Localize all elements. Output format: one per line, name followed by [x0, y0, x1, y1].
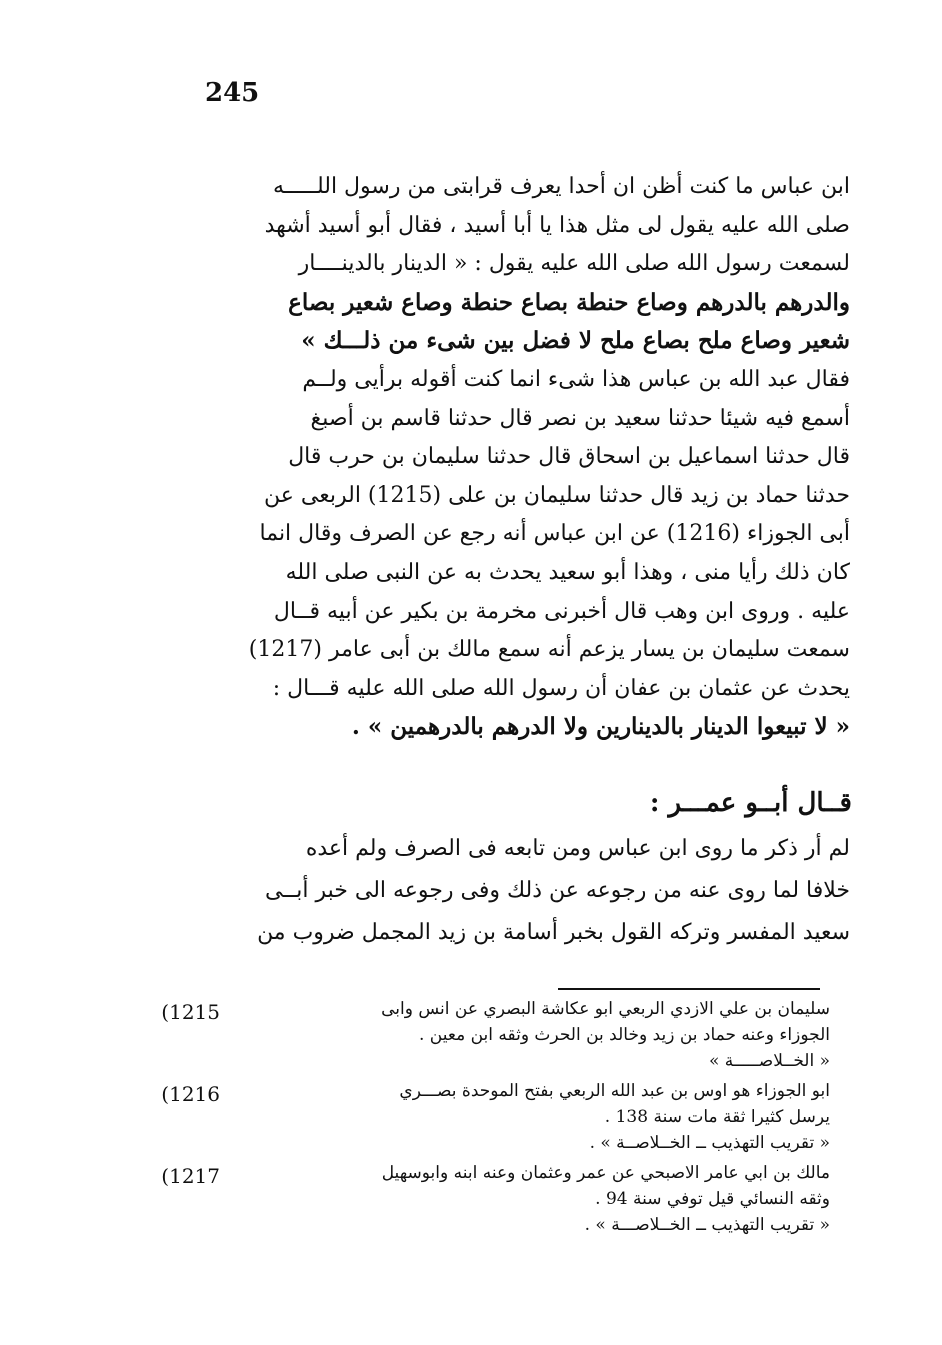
- footnote-line: « الخــلاصـــــة »: [708, 1051, 830, 1071]
- text-line: ابن عباس ما كنت أظن ان أحدا يعرف قرابتى من رسول اللـــــه: [272, 174, 850, 199]
- text-line: يحدث عن عثمان بن عفان أن رسول الله صلى الله عليه قـــال :: [272, 675, 850, 701]
- footnote-line: وثقه النسائي قيل توفي سنة 94 .: [595, 1189, 830, 1209]
- footnote-body: [220, 996, 830, 1074]
- text-line: صلى الله عليه يقول لى مثل هذا يا أبا أسيد ، فقال أبو أسيد أشهد: [264, 212, 850, 238]
- text-line: لم أر ذكر ما روى ابن عباس ومن تابعه فى الصرف ولم أعده: [305, 836, 850, 861]
- section-heading: قــال أبــو عمـــر :: [649, 788, 852, 818]
- footnote-number: 1215): [161, 1000, 220, 1024]
- footnote: [150, 1160, 830, 1238]
- text-line: شعير وصاع ملح بصاع ملح لا فضل بين شىء من ذلـــك »: [301, 327, 850, 355]
- footnote-line: سليمان بن علي الازدي الربعي ابو عكاشة البصري عن انس وابى: [381, 999, 830, 1019]
- text-line: فقال عبد الله بن عباس هذا شىء انما كنت أقوله برأيى ولــم: [302, 366, 850, 392]
- footnote-line: الجوزاء وعنه حماد بن زيد وخالد بن الحرث وثقه ابن معين .: [418, 1025, 830, 1045]
- text-line: سعيد المفسر وتركه القول بخبر أسامة بن زيد المجمل ضروب من: [257, 920, 850, 945]
- text-line: عليه . وروى ابن وهب قال أخبرنى مخرمة بن بكير عن أبيه قــال: [273, 598, 850, 624]
- footnote-body: [220, 1160, 830, 1238]
- text-line: سمعت سليمان بن يسار يزعم أنه سمع مالك بن أبى عامر (1217): [248, 637, 850, 663]
- footnote-number: 1216): [161, 1082, 220, 1106]
- text-line: والدرهم بالدرهم وصاع حنطة بصاع حنطة وصاع شعير بصاع: [288, 288, 850, 316]
- text-line: قال حدثنا اسماعيل بن اسحاق قال حدثنا سليمان بن حرب قال: [288, 444, 850, 470]
- footnotes: [150, 996, 830, 1242]
- page-number: 245: [205, 78, 260, 108]
- text-line: كان ذلك رأيا منى ، وهذا أبو سعيد يحدث به عن النبى صلى الله: [285, 559, 850, 585]
- main-text: [160, 168, 850, 747]
- footnote-body: [220, 1078, 830, 1156]
- text-line: « لا تبيعوا الدينار بالدينارين ولا الدرهم بالدرهمين » .: [351, 713, 850, 741]
- footnote-divider: [558, 988, 820, 990]
- text-line: حدثنا حماد بن زيد قال حدثنا سليمان بن على (1215) الربعى عن: [264, 482, 850, 508]
- footnote-line: مالك بن ابي عامر الاصبحي عن عمر وعثمان وعنه ابنه وابوسهيل: [381, 1163, 830, 1183]
- text-line: خلافا لما روى عنه من رجوعه عن ذلك وفى رجوعه الى خبر أبــى: [265, 878, 850, 903]
- footnote: [150, 1078, 830, 1156]
- footnote-line: ابو الجوزاء هو اوس بن عبد الله الربعي بفتح الموحدة بصـــري: [399, 1081, 830, 1101]
- footnote-line: يرسل كثيرا ثقة مات سنة 138 .: [604, 1107, 830, 1127]
- footnote-line: « تقريب التهذيب ــ الخــلاصــة » .: [589, 1133, 830, 1153]
- text-line: لسمعت رسول الله صلى الله عليه يقول : « الدينار بالدينــــار: [298, 251, 850, 277]
- text-line: أسمع فيه شيئا حدثنا سعيد بن نصر قال حدثنا قاسم بن أصبغ: [310, 405, 850, 431]
- footnote-number: 1217): [161, 1164, 220, 1188]
- continuation-text: [160, 828, 850, 954]
- footnote-line: « تقريب التهذيب ــ الخــلاصـــة » .: [584, 1215, 830, 1235]
- text-line: أبى الجوزاء (1216) عن ابن عباس أنه رجع عن الصرف وقال انما: [259, 521, 850, 547]
- footnote: [150, 996, 830, 1074]
